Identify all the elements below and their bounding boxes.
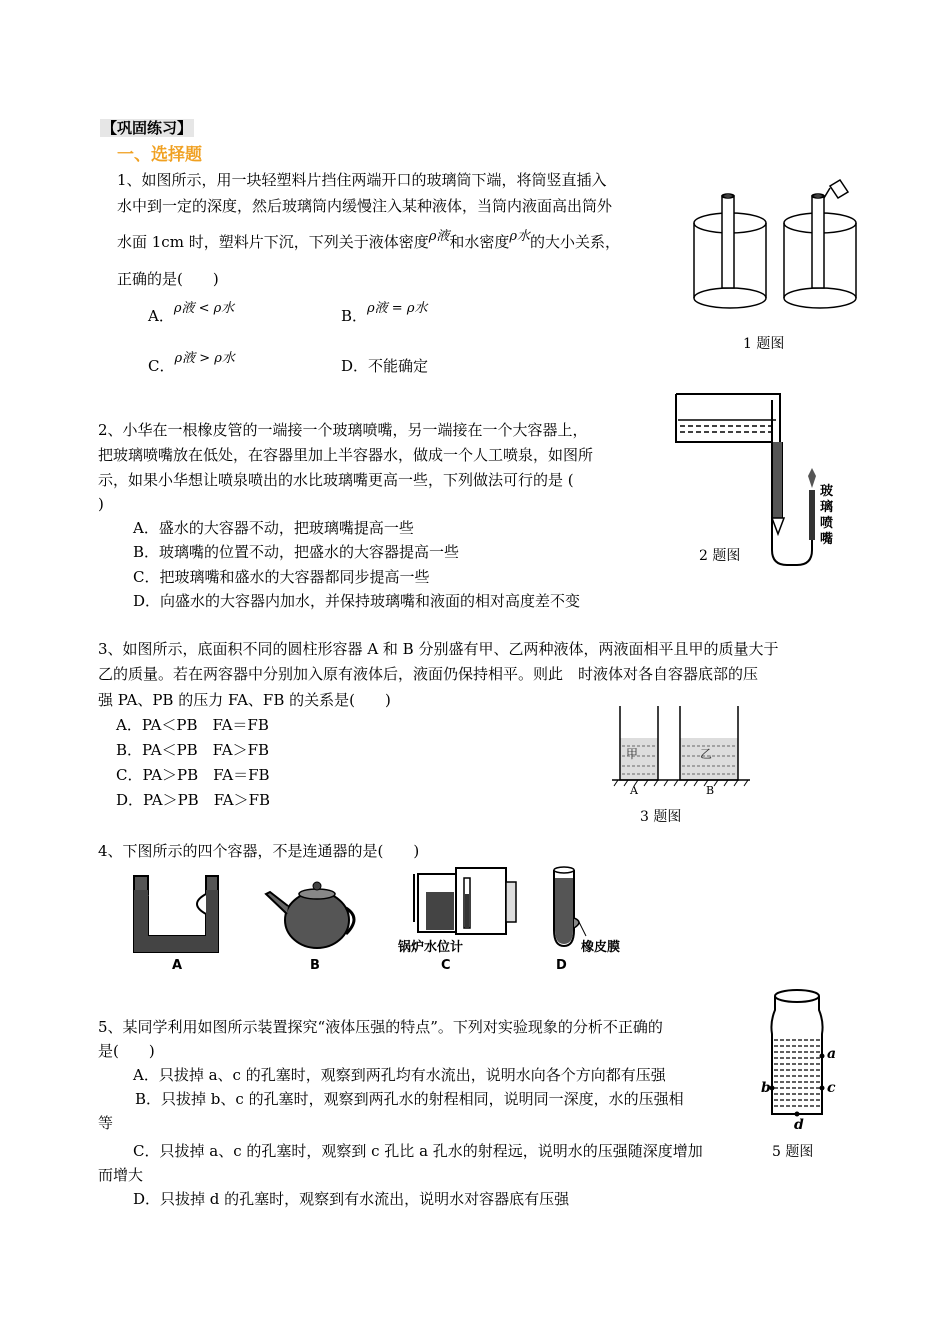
q3-label-jia: 甲	[626, 747, 639, 761]
q3-label-a: A	[630, 784, 638, 797]
q5-label-c: c	[827, 1080, 836, 1096]
q5-option-b[interactable]: B．只拔掉 b、c 的孔塞时，观察到两孔水的射程相同，说明同一深度，水的压强相	[135, 1090, 684, 1108]
q5-label-b: b	[761, 1080, 771, 1096]
q1-line3: 水面 1cm 时，塑料片下沉，下列关于液体密度ρ液和水密度ρ水的大小关系，	[117, 229, 621, 251]
q1-option-d[interactable]: D．不能确定	[341, 357, 429, 375]
q2-option-a[interactable]: A．盛水的大容器不动，把玻璃嘴提高一些	[133, 519, 414, 537]
q3-option-d[interactable]: D．PA＞PB FA＞FB	[116, 791, 271, 809]
q4-label-membrane: 橡皮膜	[581, 940, 621, 955]
q4-label-c: C	[441, 958, 451, 973]
q1-line2: 水中到一定的深度，然后玻璃筒内缓慢注入某种液体，当筒内液面高出筒外	[117, 197, 613, 215]
q3-option-a[interactable]: A．PA＜PB FA＝FB	[116, 716, 269, 734]
q5-figure-caption: 5 题图	[772, 1144, 814, 1160]
q5-line2: 是( )	[98, 1042, 155, 1060]
q4-label-d: D	[556, 958, 567, 973]
q1-option-c[interactable]: C．ρ液 > ρ水	[148, 351, 235, 375]
q2-nozzle-label: 玻璃喷嘴	[820, 484, 834, 547]
q3-figure-caption: 3 题图	[640, 809, 682, 825]
q4-figure-a	[132, 874, 222, 956]
q2-line1: 2、小华在一根橡皮管的一端接一个玻璃喷嘴，另一端接在一个大容器上，	[98, 421, 588, 439]
q5-label-a: a	[827, 1046, 837, 1062]
q2-option-b[interactable]: B．玻璃嘴的位置不动，把盛水的大容器提高一些	[133, 543, 460, 561]
section-title: 一、选择题	[117, 145, 202, 165]
q1-line4: 正确的是( )	[117, 270, 219, 288]
q3-option-b[interactable]: B．PA＜PB FA＞FB	[116, 741, 270, 759]
q5-option-b-cont: 等	[98, 1114, 114, 1132]
q1-line1: 1、如图所示，用一块轻塑料片挡住两端开口的玻璃筒下端，将筒竖直插入	[117, 171, 607, 189]
q3-line3: 强 PA、PB 的压力 FA、FB 的关系是( )	[98, 691, 391, 709]
q5-label-d: d	[794, 1117, 804, 1133]
q4-label-boiler: 锅炉水位计	[398, 940, 464, 955]
q3-label-b: B	[706, 784, 715, 797]
q3-line2: 乙的质量。若在两容器中分别加入原有液体后，液面仍保持相平。则此 时液体对各自容器底部的压	[98, 665, 759, 683]
q3-line1: 3、如图所示，底面积不同的圆柱形容器 A 和 B 分别盛有甲、乙两种液体，两液面相平且甲的质量大于	[98, 640, 779, 658]
q4-label-a: A	[172, 958, 183, 973]
q5-option-a[interactable]: A．只拔掉 a、c 的孔塞时，观察到两孔均有水流出，说明水向各个方向都有压强	[133, 1066, 666, 1084]
q1-option-a[interactable]: A．ρ液 < ρ水	[148, 301, 235, 325]
q2-line3: 示，如果小华想让喷泉喷出的水比玻璃嘴更高一些，下列做法可行的是 (	[98, 471, 574, 489]
q2-option-c[interactable]: C．把玻璃嘴和盛水的大容器都同步提高一些	[133, 568, 430, 586]
q2-figure-caption: 2 题图	[699, 548, 741, 564]
q5-option-d[interactable]: D．只拔掉 d 的孔塞时，观察到有水流出，说明水对容器底有压强	[133, 1190, 570, 1208]
q4-figure-b	[262, 872, 362, 952]
q3-label-yi: 乙	[700, 747, 713, 761]
q5-option-c[interactable]: C．只拔掉 a、c 的孔塞时，观察到 c 孔比 a 孔水的射程远，说明水的压强随深度增加	[133, 1142, 703, 1160]
q2-line2: 把玻璃喷嘴放在低处，在容器里加上半容器水，做成一个人工喷泉，如图所	[98, 446, 594, 464]
q1-option-b[interactable]: B．ρ液 = ρ水	[341, 301, 428, 325]
q4-line1: 4、下图所示的四个容器，不是连通器的是( )	[98, 842, 420, 860]
practice-tag: 【巩固练习】	[102, 119, 193, 137]
q2-line4: )	[98, 495, 104, 513]
q1-figure	[690, 178, 870, 328]
q4-label-b: B	[310, 958, 320, 973]
q3-option-c[interactable]: C．PA＞PB FA＝FB	[116, 766, 270, 784]
q5-line1: 5、某同学利用如图所示装置探究“液体压强的特点”。下列对实验现象的分析不正确的	[98, 1018, 663, 1036]
q1-figure-caption: 1 题图	[743, 336, 785, 352]
q5-option-c-cont: 而增大	[98, 1166, 144, 1184]
q2-option-d[interactable]: D．向盛水的大容器内加水，并保持玻璃嘴和液面的相对高度差不变	[133, 592, 581, 610]
q4-figure-c	[412, 862, 522, 938]
